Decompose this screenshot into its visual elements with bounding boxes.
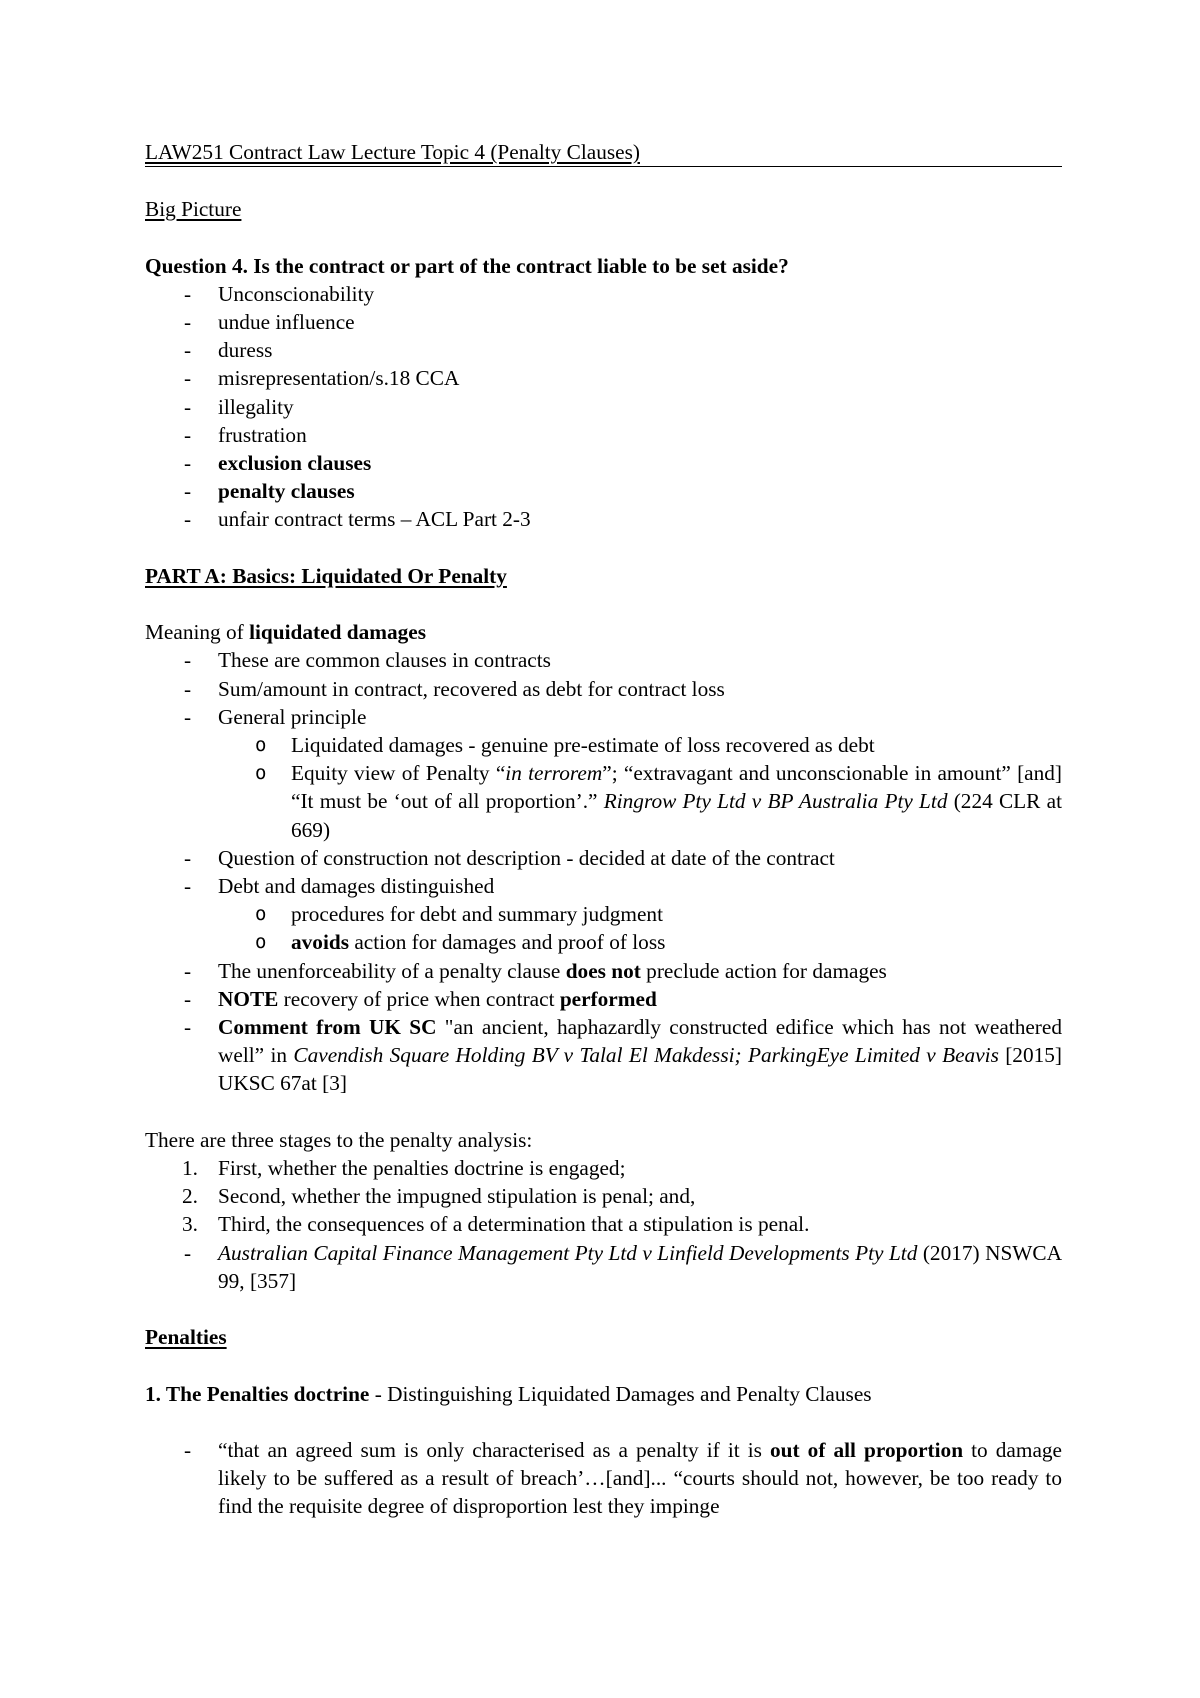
part-a-heading: PART A: Basics: Liquidated Or Penalty	[145, 563, 507, 588]
bullet-dash: -	[184, 309, 192, 334]
list-item: - Sum/amount in contract, recovered as debt for contract loss	[184, 676, 725, 701]
bullet-dash: -	[184, 422, 192, 447]
citation-item: - Australian Capital Finance Management Pty Ltd v Linfield Developments Pty Ltd (2017) NSWCA 99, [357]	[184, 1240, 1062, 1293]
sub-list-item: o Liquidated damages - genuine pre-estimate of loss recovered as debt	[145, 731, 1062, 759]
stages-intro: There are three stages to the penalty analysis:	[145, 1127, 533, 1152]
numbered-item: 3. Third, the consequences of a determination that a stipulation is penal.	[182, 1212, 810, 1237]
bullet-circle: o	[255, 903, 267, 926]
sub-list-item: o procedures for debt and summary judgment	[145, 900, 1062, 928]
sub-list-item: o Equity view of Penalty “in terrorem”; “extravagant and unconscionable in amount” [and] “It must be ‘out of all proportion’.” Ringrow Pty Ltd v BP Australia Pty Ltd (224 CLR at 669)	[255, 761, 1063, 842]
penalties-heading: Penalties	[145, 1325, 227, 1350]
bullet-dash: -	[184, 338, 192, 363]
bullet-dash: -	[184, 281, 192, 306]
list-item: - Debt and damages distinguished	[184, 874, 495, 899]
list-item: - Unconscionability	[145, 280, 1062, 308]
bullet-dash: -	[184, 451, 192, 475]
list-item: - undue influence	[145, 308, 1062, 336]
bullet-dash: -	[184, 366, 192, 391]
list-item: - The unenforceability of a penalty clause does not preclude action for damages	[184, 958, 887, 983]
list-item: - unfair contract terms – ACL Part 2-3	[145, 505, 1062, 533]
sub-list-item: o avoids action for damages and proof of loss	[145, 928, 1062, 956]
numbered-item: 1. First, whether the penalties doctrine is engaged;	[182, 1156, 626, 1181]
question-heading: Question 4. Is the contract or part of the contract liable to be set aside?	[145, 253, 789, 278]
list-item: - frustration	[145, 421, 1062, 449]
bullet-dash: -	[184, 479, 192, 504]
bullet-dash: -	[184, 394, 192, 419]
bullet-circle: o	[255, 734, 267, 756]
list-item: - misrepresentation/s.18 CCA	[145, 364, 1062, 392]
document-page	[145, 138, 1062, 1521]
list-item: - Question of construction not description - decided at date of the contract	[184, 845, 835, 870]
list-item: - NOTE recovery of price when contract performed	[184, 986, 657, 1011]
list-item: - duress	[145, 336, 1062, 364]
list-item: - General principle	[184, 704, 367, 729]
doctrine-heading: 1. The Penalties doctrine - Distinguishing Liquidated Damages and Penalty Clauses	[145, 1381, 872, 1406]
meaning-line: Meaning of liquidated damages	[145, 620, 427, 645]
bullet-circle: o	[255, 762, 267, 785]
title-row	[145, 138, 1062, 167]
document-title: LAW251 Contract Law Lecture Topic 4 (Penalty Clauses)	[145, 140, 640, 164]
numbered-item: 2. Second, whether the impugned stipulation is penal; and,	[182, 1184, 696, 1209]
bullet-dash: -	[184, 507, 192, 532]
list-item: - exclusion clauses	[145, 449, 1062, 477]
big-picture-heading: Big Picture	[145, 197, 242, 222]
quote-item: - “that an agreed sum is only characterised as a penalty if it is out of all proportion to damage likely to be suffered as a result of breach’…[and]... “courts should not, however, be too ready to find the requisite degree of disproportion lest they impinge	[184, 1438, 1062, 1519]
list-item: - penalty clauses	[145, 477, 1062, 505]
bullet-circle: o	[255, 931, 267, 954]
list-item: - These are common clauses in contracts	[184, 648, 551, 673]
list-item: - Comment from UK SC "an ancient, haphazardly constructed edifice which has not weathered well” in Cavendish Square Holding BV v Talal El Makdessi; ParkingEye Limited v Beavis [2015] UKSC 67at [3]	[184, 1015, 1062, 1096]
list-item: - illegality	[145, 393, 1062, 421]
